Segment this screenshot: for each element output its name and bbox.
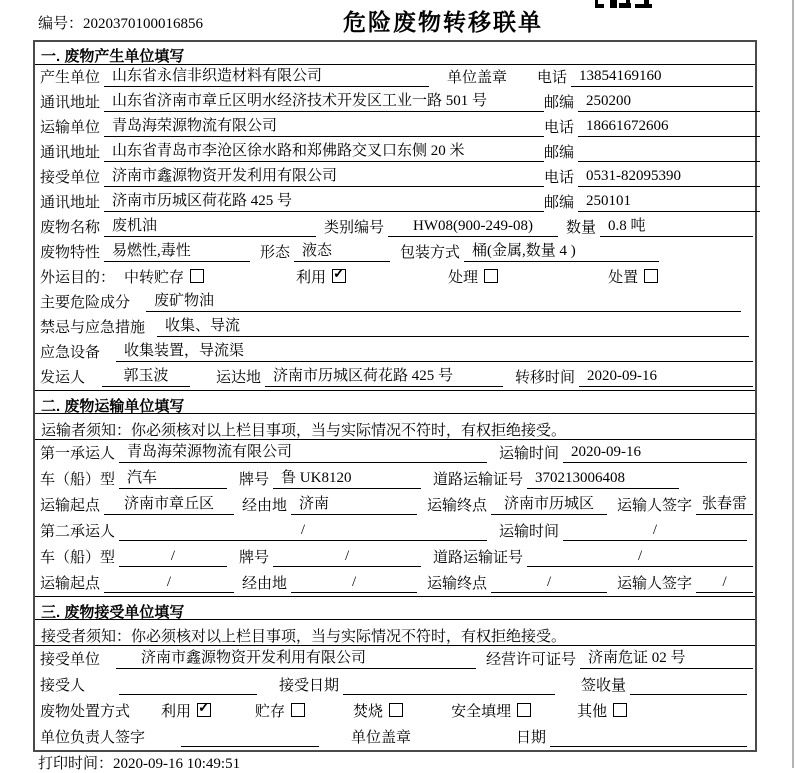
receiver-label: 接受单位 bbox=[40, 170, 101, 186]
accept-unit-label: 接受单位 bbox=[40, 652, 101, 668]
purpose-treat-checkbox bbox=[484, 269, 498, 283]
section2-heading: 二. 废物运输单位填写 bbox=[35, 390, 755, 414]
purpose-dispose-checkbox bbox=[644, 269, 658, 283]
waste-qty-value: 0.8 吨 bbox=[600, 214, 753, 237]
producer-phone-value: 13854169160 bbox=[571, 68, 753, 87]
section2-notice: 运输者须知：你必须核对以上栏目事项，当与实际情况不符时，有权拒绝接受。 bbox=[35, 414, 755, 440]
signer-label: 单位负责人签字 bbox=[40, 730, 146, 746]
row-equipment bbox=[35, 340, 755, 365]
license-label: 经营许可证号 bbox=[486, 652, 577, 668]
receiver-address-label: 通讯地址 bbox=[40, 195, 101, 211]
purpose-option-utilize bbox=[296, 266, 346, 287]
route1-end-label: 运输终点 bbox=[427, 498, 488, 514]
signer-value bbox=[181, 730, 319, 747]
waste-name-label: 废物名称 bbox=[40, 220, 101, 236]
transporter-value: 青岛海荣源物流有限公司 bbox=[104, 114, 544, 137]
transporter-address-label: 通讯地址 bbox=[40, 145, 101, 161]
disposal-option-incinerate-label: 焚烧 bbox=[353, 704, 384, 720]
purpose-option-treat-label: 处理 bbox=[448, 270, 479, 286]
route2-via-label: 经由地 bbox=[242, 576, 288, 592]
transporter-zip-value bbox=[578, 145, 760, 162]
accept-unit-value: 济南市鑫源物资开发利用有限公司 bbox=[116, 646, 476, 669]
row-disposal bbox=[35, 698, 755, 724]
carrier1-value: 青岛海荣源物流有限公司 bbox=[119, 440, 487, 463]
row-transporter-address bbox=[35, 140, 755, 165]
accept-person-label: 接受人 bbox=[40, 678, 86, 694]
waste-code-value: HW08(900-249-08) bbox=[388, 218, 558, 237]
vehicle2-plate-label: 牌号 bbox=[239, 550, 270, 566]
vehicle1-value: 汽车 bbox=[119, 466, 227, 489]
vehicle2-permit-value: / bbox=[527, 548, 753, 567]
waste-form-label: 形态 bbox=[260, 245, 291, 261]
disposal-option-incinerate bbox=[353, 700, 403, 721]
producer-address-value: 山东省济南市章丘区明水经济技术开发区工业一路 501 号 bbox=[104, 89, 544, 112]
route2-sign-value: / bbox=[696, 574, 753, 593]
sign-date-value bbox=[550, 730, 747, 747]
route2-via-value: / bbox=[291, 574, 417, 593]
purpose-label: 外运目的： bbox=[40, 270, 116, 286]
route1-sign-label: 运输人签字 bbox=[617, 498, 693, 514]
hazard-label: 主要危险成分 bbox=[40, 295, 131, 311]
disposal-store-checkbox bbox=[291, 703, 305, 717]
row-transporter bbox=[35, 115, 755, 140]
seal-label: 单位盖章 bbox=[447, 70, 508, 86]
carrier1-time-label: 运输时间 bbox=[499, 446, 560, 462]
dispatch-dest-label: 运达地 bbox=[216, 370, 262, 386]
page-title: 危险废物转移联单 bbox=[343, 10, 543, 35]
vehicle1-permit-label: 道路运输证号 bbox=[433, 472, 524, 488]
section1-heading: 一. 废物产生单位填写 bbox=[35, 42, 755, 65]
receiver-zip-label: 邮编 bbox=[544, 195, 575, 211]
waste-form-value: 液态 bbox=[294, 239, 390, 262]
disposal-option-landfill bbox=[451, 700, 531, 721]
accept-date-label: 接受日期 bbox=[279, 678, 340, 694]
accept-person-value bbox=[119, 678, 257, 695]
transporter-label: 运输单位 bbox=[40, 120, 101, 136]
vehicle2-plate-value: / bbox=[273, 548, 421, 567]
equipment-label: 应急设备 bbox=[40, 345, 101, 361]
dispatch-time-value: 2020-09-16 bbox=[579, 368, 753, 387]
row-acceptance bbox=[35, 672, 755, 698]
purpose-option-dispose bbox=[608, 266, 658, 287]
row-receiver-address bbox=[35, 190, 755, 215]
row-vehicle2 bbox=[35, 544, 755, 570]
vehicle1-plate-label: 牌号 bbox=[239, 472, 270, 488]
producer-phone-label: 电话 bbox=[536, 70, 567, 86]
waste-props-value: 易燃性,毒性 bbox=[104, 239, 250, 262]
row-route2 bbox=[35, 570, 755, 596]
purpose-option-dispose-label: 处置 bbox=[608, 270, 639, 286]
section3-heading: 三. 废物接受单位填写 bbox=[35, 596, 755, 620]
disposal-utilize-checkbox bbox=[197, 703, 211, 717]
unit-seal-label: 单位盖章 bbox=[351, 730, 412, 746]
purpose-transfer-checkbox bbox=[190, 269, 204, 283]
sign-date-label: 日期 bbox=[516, 730, 547, 746]
vehicle1-plate-value: 鲁 UK8120 bbox=[273, 466, 421, 489]
transporter-phone-label: 电话 bbox=[544, 120, 575, 136]
vehicle2-permit-label: 道路运输证号 bbox=[433, 550, 524, 566]
page-edge-line bbox=[792, 0, 794, 768]
route1-sign-value: 张春雷 bbox=[696, 492, 753, 515]
route2-sign-label: 运输人签字 bbox=[617, 576, 693, 592]
receiver-phone-label: 电话 bbox=[544, 170, 575, 186]
row-purpose bbox=[35, 265, 755, 290]
carrier2-time-label: 运输时间 bbox=[499, 524, 560, 540]
vehicle1-label: 车（船）型 bbox=[40, 472, 116, 488]
row-vehicle1 bbox=[35, 466, 755, 492]
qr-code-fragment bbox=[595, 0, 652, 9]
row-waste-name bbox=[35, 215, 755, 240]
route1-label: 运输起点 bbox=[40, 498, 101, 514]
carrier2-label: 第二承运人 bbox=[40, 524, 116, 540]
disposal-label: 废物处置方式 bbox=[40, 704, 131, 720]
disposal-option-other-label: 其他 bbox=[577, 704, 608, 720]
row-carrier2 bbox=[35, 518, 755, 544]
waste-code-label: 类别编号 bbox=[324, 220, 385, 236]
disposal-option-store bbox=[255, 700, 305, 721]
route1-via-label: 经由地 bbox=[242, 498, 288, 514]
purpose-option-treat bbox=[448, 266, 498, 287]
receipt-qty-value bbox=[630, 678, 747, 695]
waste-name-value: 废机油 bbox=[104, 214, 316, 237]
row-waste-props bbox=[35, 240, 755, 265]
row-route1 bbox=[35, 492, 755, 518]
transporter-zip-label: 邮编 bbox=[544, 145, 575, 161]
carrier2-value: / bbox=[119, 522, 487, 541]
row-producer bbox=[35, 65, 755, 90]
doc-number-label: 编号： bbox=[38, 16, 84, 32]
disposal-option-other bbox=[577, 700, 627, 721]
receipt-qty-label: 签收量 bbox=[581, 678, 627, 694]
transporter-phone-value: 18661672606 bbox=[578, 118, 760, 137]
vehicle1-permit-value: 370213006408 bbox=[527, 470, 679, 489]
receiver-phone-value: 0531-82095390 bbox=[578, 168, 760, 187]
doc-number-value: 2020370100016856 bbox=[83, 16, 204, 32]
section3-notice: 接受者须知：你必须核对以上栏目事项，当与实际情况不符时，有权拒绝接受。 bbox=[35, 620, 755, 646]
row-carrier1 bbox=[35, 440, 755, 466]
taboo-value: 收集、导流 bbox=[157, 314, 749, 337]
print-time-value: 2020-09-16 10:49:51 bbox=[113, 756, 241, 772]
disposal-option-landfill-label: 安全填埋 bbox=[451, 704, 512, 720]
receiver-zip-value: 250101 bbox=[578, 193, 760, 212]
manifest-form bbox=[33, 40, 757, 752]
route1-start-value: 济南市章丘区 bbox=[104, 492, 234, 515]
producer-label: 产生单位 bbox=[40, 70, 101, 86]
license-value: 济南危证 02 号 bbox=[580, 646, 753, 669]
equipment-value: 收集装置，导流渠 bbox=[116, 339, 753, 362]
route2-start-value: / bbox=[104, 574, 234, 593]
carrier1-label: 第一承运人 bbox=[40, 446, 116, 462]
producer-zip-label: 邮编 bbox=[544, 95, 575, 111]
waste-pack-label: 包装方式 bbox=[400, 245, 461, 261]
vehicle2-label: 车（船）型 bbox=[40, 550, 116, 566]
row-accept-unit bbox=[35, 646, 755, 672]
waste-pack-value: 桶(金属,数量 4 ) bbox=[464, 239, 659, 262]
carrier1-time-value: 2020-09-16 bbox=[563, 444, 747, 463]
disposal-option-utilize bbox=[161, 700, 211, 721]
purpose-option-transfer bbox=[124, 266, 204, 287]
row-taboo bbox=[35, 315, 755, 340]
route1-end-value: 济南市历城区 bbox=[491, 492, 607, 515]
hazard-value: 废矿物油 bbox=[146, 289, 741, 312]
waste-props-label: 废物特性 bbox=[40, 245, 101, 261]
waste-qty-label: 数量 bbox=[566, 220, 597, 236]
producer-zip-value: 250200 bbox=[578, 93, 760, 112]
route2-end-value: / bbox=[491, 574, 607, 593]
receiver-value: 济南市鑫源物资开发利用有限公司 bbox=[104, 164, 544, 187]
dispatch-time-label: 转移时间 bbox=[515, 370, 576, 386]
print-time bbox=[38, 752, 240, 773]
row-receiver bbox=[35, 165, 755, 190]
row-dispatch bbox=[35, 365, 755, 390]
row-producer-address bbox=[35, 90, 755, 115]
disposal-option-utilize-label: 利用 bbox=[161, 704, 192, 720]
producer-address-label: 通讯地址 bbox=[40, 95, 101, 111]
transporter-address-value: 山东省青岛市李沧区徐水路和郑佛路交叉口东侧 20 米 bbox=[104, 139, 544, 162]
disposal-other-checkbox bbox=[613, 703, 627, 717]
purpose-option-transfer-label: 中转贮存 bbox=[124, 270, 185, 286]
row-hazard bbox=[35, 290, 755, 315]
producer-value: 山东省永信非织造材料有限公司 bbox=[104, 64, 429, 87]
dispatch-dest-value: 济南市历城区荷花路 425 号 bbox=[265, 364, 503, 387]
print-time-label: 打印时间： bbox=[38, 756, 114, 772]
dispatch-label: 发运人 bbox=[40, 370, 86, 386]
receiver-address-value: 济南市历城区荷花路 425 号 bbox=[104, 189, 544, 212]
accept-date-value bbox=[343, 678, 555, 695]
route1-via-value: 济南 bbox=[291, 492, 417, 515]
disposal-option-store-label: 贮存 bbox=[255, 704, 286, 720]
dispatch-person-value: 郭玉波 bbox=[102, 364, 190, 387]
purpose-option-utilize-label: 利用 bbox=[296, 270, 327, 286]
row-signature bbox=[35, 724, 755, 750]
disposal-incinerate-checkbox bbox=[389, 703, 403, 717]
route2-label: 运输起点 bbox=[40, 576, 101, 592]
disposal-landfill-checkbox bbox=[517, 703, 531, 717]
purpose-utilize-checkbox bbox=[332, 269, 346, 283]
taboo-label: 禁忌与应急措施 bbox=[40, 320, 146, 336]
vehicle2-value: / bbox=[119, 548, 227, 567]
carrier2-time-value: / bbox=[563, 522, 747, 541]
route2-end-label: 运输终点 bbox=[427, 576, 488, 592]
